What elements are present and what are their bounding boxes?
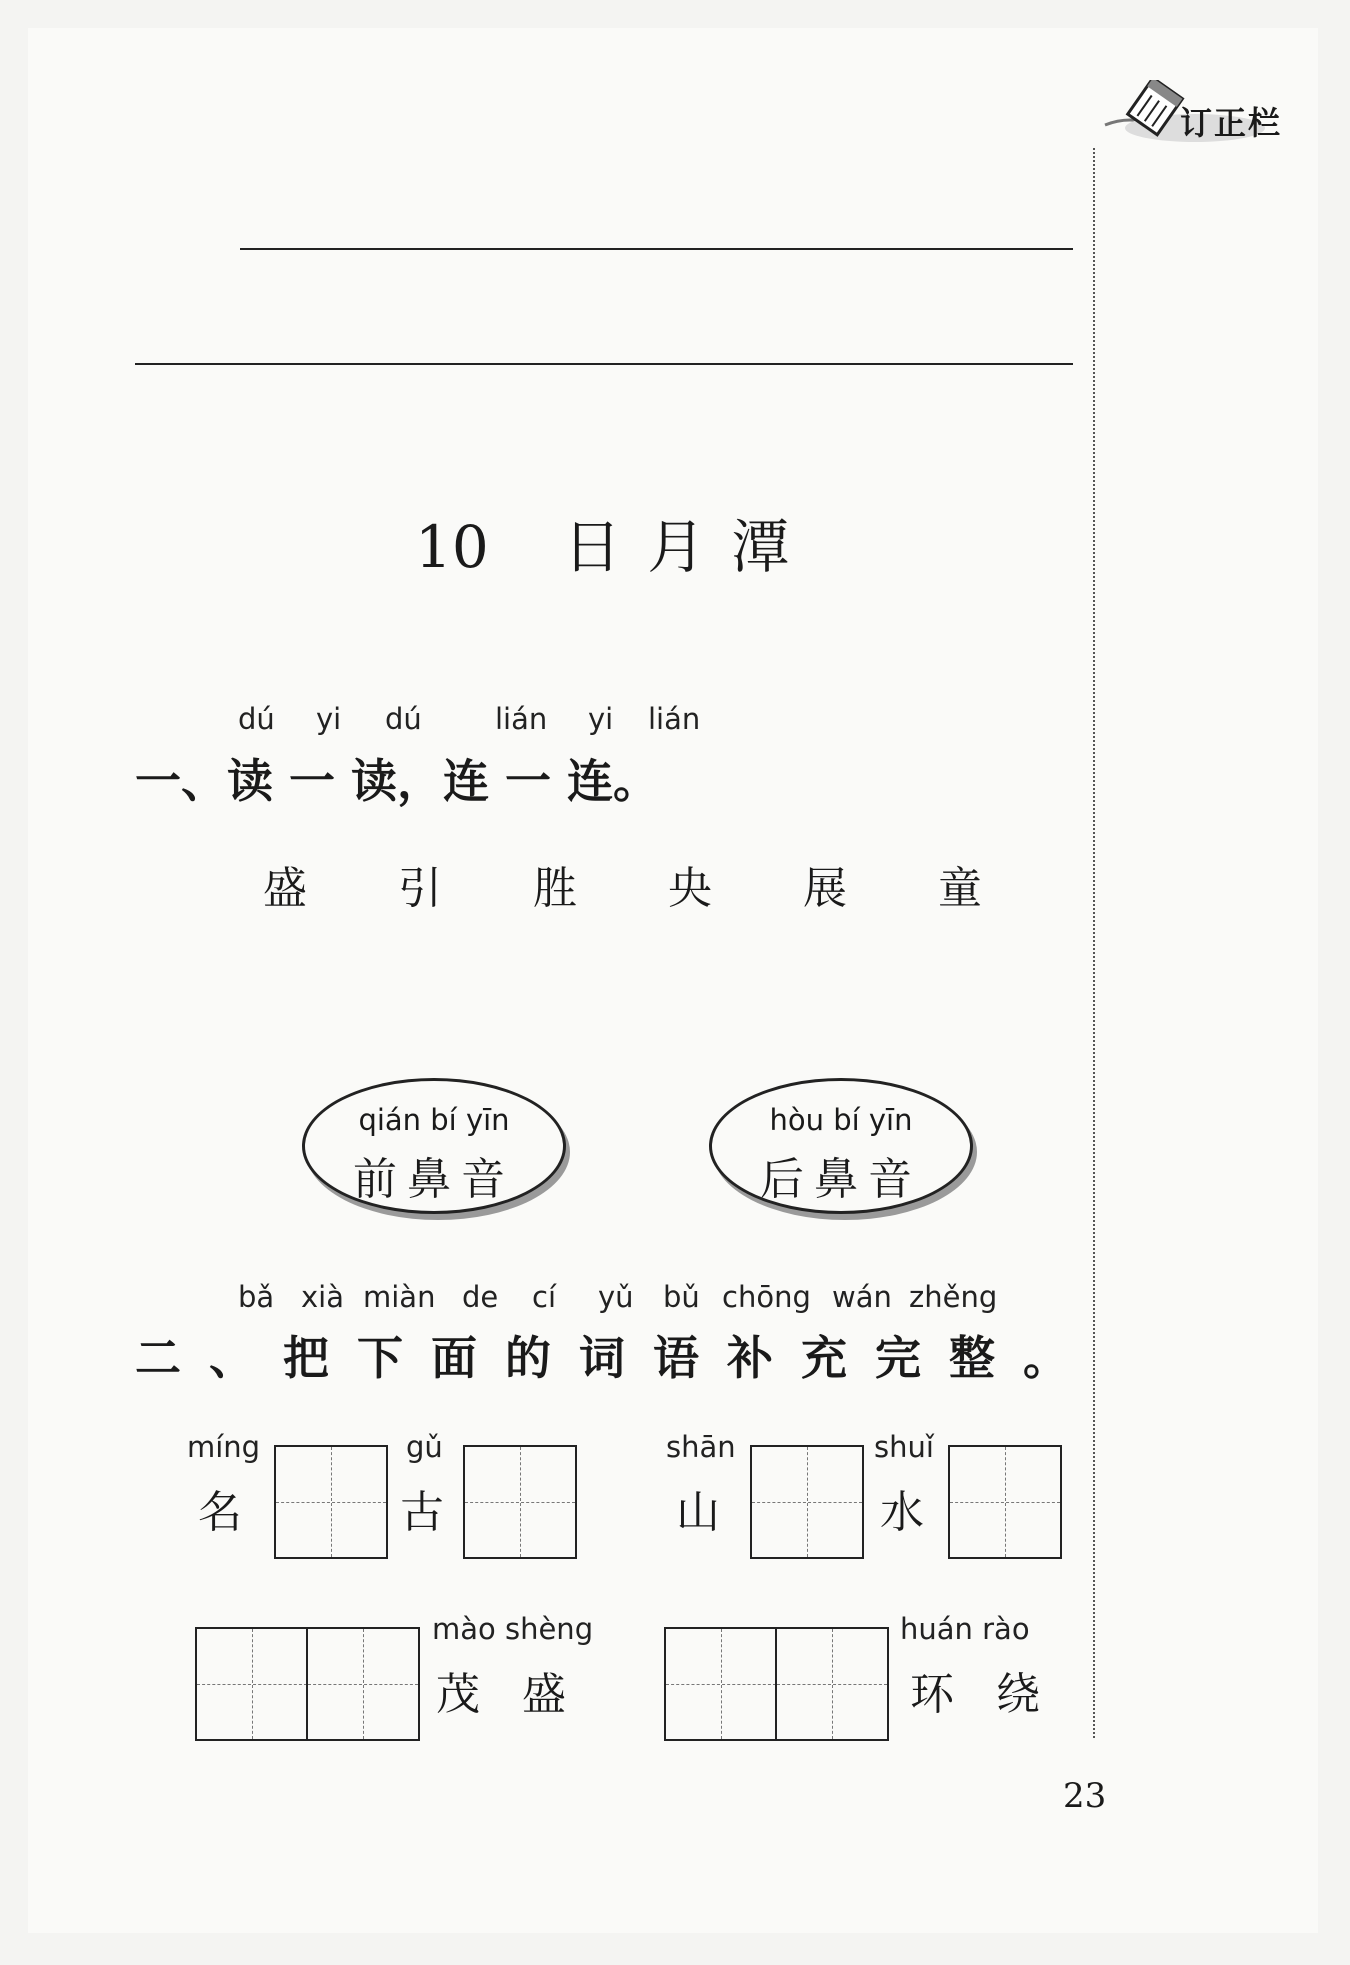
heading-pinyin: yǔ	[598, 1280, 634, 1314]
front-nasal-oval[interactable]	[302, 1078, 566, 1214]
heading-pinyin: cí	[532, 1280, 557, 1314]
answer-box[interactable]	[750, 1445, 864, 1559]
answer-box[interactable]	[948, 1445, 1062, 1559]
heading-pinyin: dú	[385, 702, 422, 736]
sort-char: 胜	[533, 863, 577, 914]
answer-box[interactable]	[274, 1445, 388, 1559]
given-char: 古	[400, 1487, 444, 1538]
writing-line-1	[240, 248, 1073, 250]
sort-char: 盛	[263, 863, 307, 914]
correction-column-label: 订正栏	[1180, 104, 1283, 142]
heading-pinyin: xià	[301, 1280, 344, 1314]
sort-char: 央	[668, 863, 712, 914]
page-number: 23	[1063, 1776, 1107, 1816]
heading-pinyin: lián	[495, 702, 548, 736]
answer-box[interactable]	[775, 1627, 889, 1741]
sort-char: 展	[803, 863, 847, 914]
correction-divider	[1093, 148, 1095, 1738]
oval-pinyin: hòu bí yīn	[769, 1103, 913, 1137]
heading-pinyin: de	[462, 1280, 499, 1314]
word-pinyin: shuǐ	[874, 1430, 934, 1464]
given-char: 水	[880, 1487, 924, 1538]
heading-pinyin: lián	[648, 702, 701, 736]
lesson-title-char: 日	[563, 513, 648, 581]
oval-label: 后鼻音	[760, 1154, 922, 1205]
given-char: 山	[676, 1487, 720, 1538]
heading-pinyin: bǔ	[663, 1280, 700, 1314]
heading-pinyin: dú	[238, 702, 275, 736]
writing-line-2	[135, 363, 1073, 365]
oval-label: 前鼻音	[353, 1154, 515, 1205]
heading-pinyin: yi	[588, 702, 614, 736]
lesson-title	[415, 500, 815, 584]
heading-pinyin: yi	[316, 702, 342, 736]
given-chars: 环 绕	[910, 1669, 1040, 1720]
heading-pinyin: wán	[832, 1280, 892, 1314]
sort-char: 引	[398, 863, 442, 914]
given-char: 名	[198, 1487, 242, 1538]
heading-pinyin: chōng	[722, 1280, 811, 1314]
lesson-number: 10	[415, 513, 489, 581]
given-chars: 茂 盛	[436, 1669, 566, 1720]
section-2-heading: 二、把下面的词语补充完整。	[135, 1331, 1097, 1385]
answer-box[interactable]	[463, 1445, 577, 1559]
word-pinyin: shān	[666, 1430, 736, 1464]
answer-box[interactable]	[664, 1627, 778, 1741]
section-1-heading: 一、读 一 读，连 一 连。	[135, 754, 660, 808]
word-pinyin: huán rào	[900, 1612, 1030, 1646]
sort-char: 童	[938, 863, 982, 914]
word-pinyin: míng	[187, 1430, 261, 1464]
word-pinyin: mào shèng	[432, 1612, 594, 1646]
lesson-title-char: 潭	[731, 513, 816, 581]
heading-pinyin: bǎ	[238, 1280, 275, 1314]
back-nasal-oval[interactable]	[709, 1078, 973, 1214]
answer-box[interactable]	[306, 1627, 420, 1741]
lesson-title-char: 月	[647, 513, 732, 581]
word-pinyin: gǔ	[406, 1430, 443, 1464]
heading-pinyin: miàn	[363, 1280, 436, 1314]
answer-box[interactable]	[195, 1627, 309, 1741]
oval-pinyin: qián bí yīn	[358, 1103, 510, 1137]
heading-pinyin: zhěng	[909, 1280, 998, 1314]
